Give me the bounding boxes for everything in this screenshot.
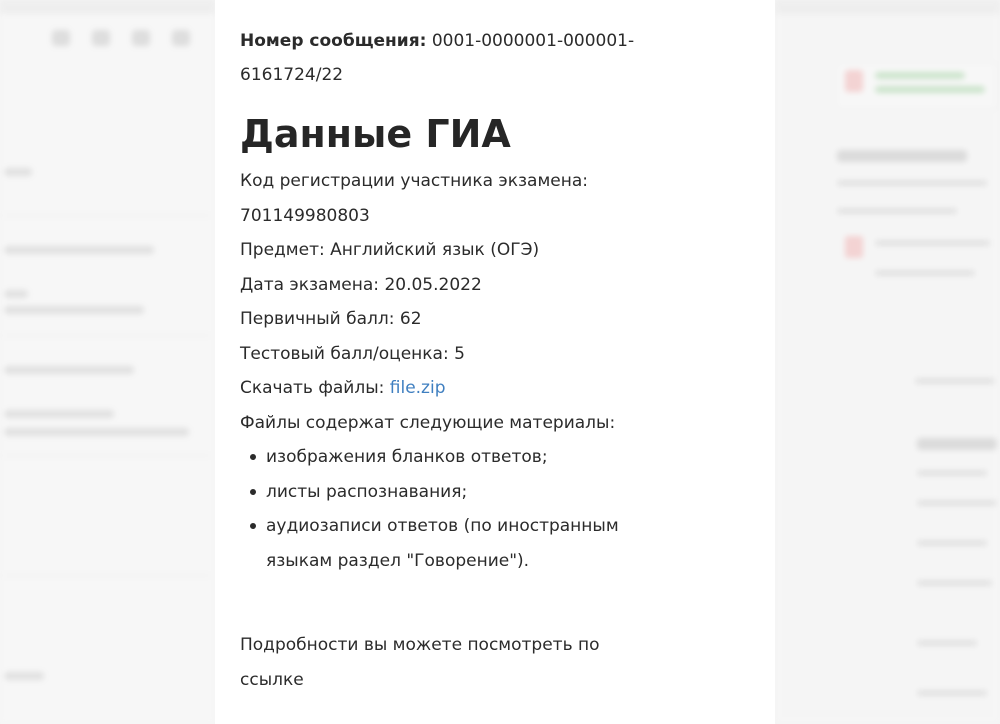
background-icon [172, 30, 190, 46]
background-text [915, 378, 995, 384]
background-text [917, 540, 987, 546]
background-topbar [0, 0, 215, 14]
background-text [837, 150, 967, 162]
details-text: Подробности вы можете посмотреть по ссылке [240, 635, 600, 690]
materials-list [240, 440, 775, 578]
message-number [240, 24, 680, 92]
background-text [4, 410, 114, 418]
background-text [4, 428, 189, 436]
background-text [875, 72, 965, 79]
subject-row [240, 233, 775, 268]
download-label: Скачать файлы: [240, 378, 385, 398]
list-item: листы распознавания; [266, 475, 646, 510]
subject-label: Предмет: [240, 240, 325, 260]
list-item: изображения бланков ответов; [266, 440, 646, 475]
background-divider [0, 575, 210, 576]
background-divider [0, 215, 210, 216]
download-row [240, 371, 775, 406]
test-score-value: 5 [454, 343, 465, 364]
test-score-row [240, 337, 775, 372]
reg-code-value: 701149980803 [240, 205, 370, 226]
message-number-value: 0001-0000001-000001-6161724/22 [240, 31, 635, 85]
list-item: аудиозаписи ответов (по иностранным языкам раздел "Говорение"). [266, 509, 646, 578]
background-text [837, 208, 957, 214]
background-text [4, 246, 154, 254]
download-file-link[interactable]: file.zip [389, 378, 446, 398]
background-text [917, 500, 997, 506]
background-icon [52, 30, 70, 46]
background-topbar [775, 0, 1000, 14]
background-text [875, 86, 985, 93]
test-score-label: Тестовый балл/оценка: [240, 343, 449, 364]
message-number-label: Номер сообщения: [240, 31, 427, 51]
background-icon [92, 30, 110, 46]
background-toolbar-icons [52, 30, 190, 46]
background-text [4, 672, 44, 680]
primary-score-label: Первичный балл: [240, 309, 395, 329]
exam-date-value: 20.05.2022 [384, 274, 482, 295]
reg-code-label: Код регистрации участника экзамена: [240, 171, 589, 191]
background-text [875, 270, 975, 276]
background-text [4, 306, 144, 314]
background-text [875, 240, 990, 246]
materials-intro: Файлы содержат следующие материалы: [240, 412, 616, 433]
background-text [4, 168, 32, 176]
background-attachments [775, 0, 1000, 724]
background-icon [132, 30, 150, 46]
background-text [917, 438, 997, 450]
background-text [4, 366, 134, 374]
exam-date-row [240, 268, 775, 303]
background-divider [0, 335, 210, 336]
page-title: Данные ГИА [240, 112, 511, 156]
background-text [837, 180, 987, 186]
primary-score-value: 62 [399, 309, 422, 329]
background-text [917, 640, 977, 646]
background-pdf-icon [845, 236, 863, 258]
message-panel [215, 0, 775, 724]
background-pdf-icon [845, 70, 863, 92]
primary-score-row [240, 302, 775, 337]
background-text [917, 580, 992, 586]
subject-value: Английский язык (ОГЭ) [330, 240, 540, 260]
background-text [917, 690, 987, 696]
background-mail-list [0, 0, 215, 724]
background-text [4, 290, 28, 298]
background-text [917, 470, 987, 476]
exam-date-label: Дата экзамена: [240, 274, 380, 295]
background-divider [0, 455, 210, 456]
